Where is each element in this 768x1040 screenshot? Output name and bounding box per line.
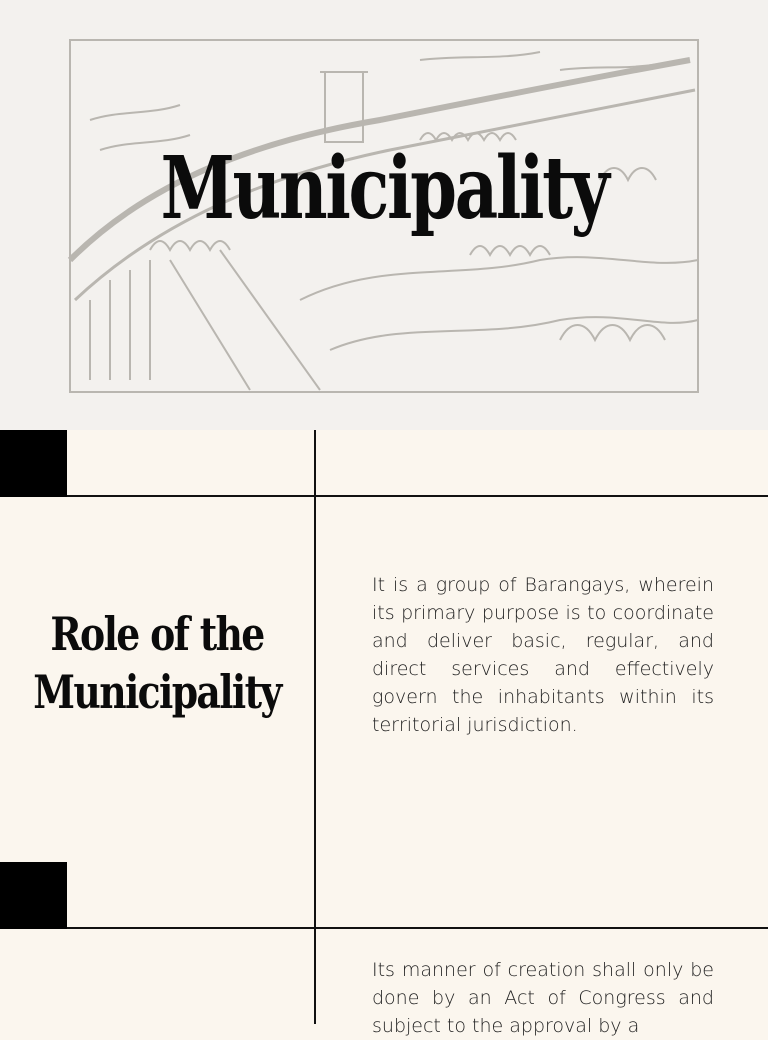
content-table — [0, 430, 768, 1037]
heading-line: Role of the — [50, 607, 264, 661]
decorative-block — [0, 862, 67, 929]
column-divider — [314, 430, 316, 1024]
decorative-block — [0, 430, 67, 497]
row-divider — [0, 495, 768, 497]
creation-text: Its manner of creation shall only be done by an Act of Congress and subject to the approval by a — [372, 959, 714, 1037]
page-title: Municipality — [160, 138, 608, 239]
heading-line: Municipality — [33, 665, 281, 719]
row-divider — [0, 927, 768, 929]
section-heading — [28, 605, 285, 721]
hero-banner — [0, 0, 768, 430]
role-description: It is a group of Barangays, wherein its primary purpose is to coordinate and deliver basic, regular, and direct services and effectively govern the inhabitants within its territorial jurisdiction. — [372, 574, 714, 736]
